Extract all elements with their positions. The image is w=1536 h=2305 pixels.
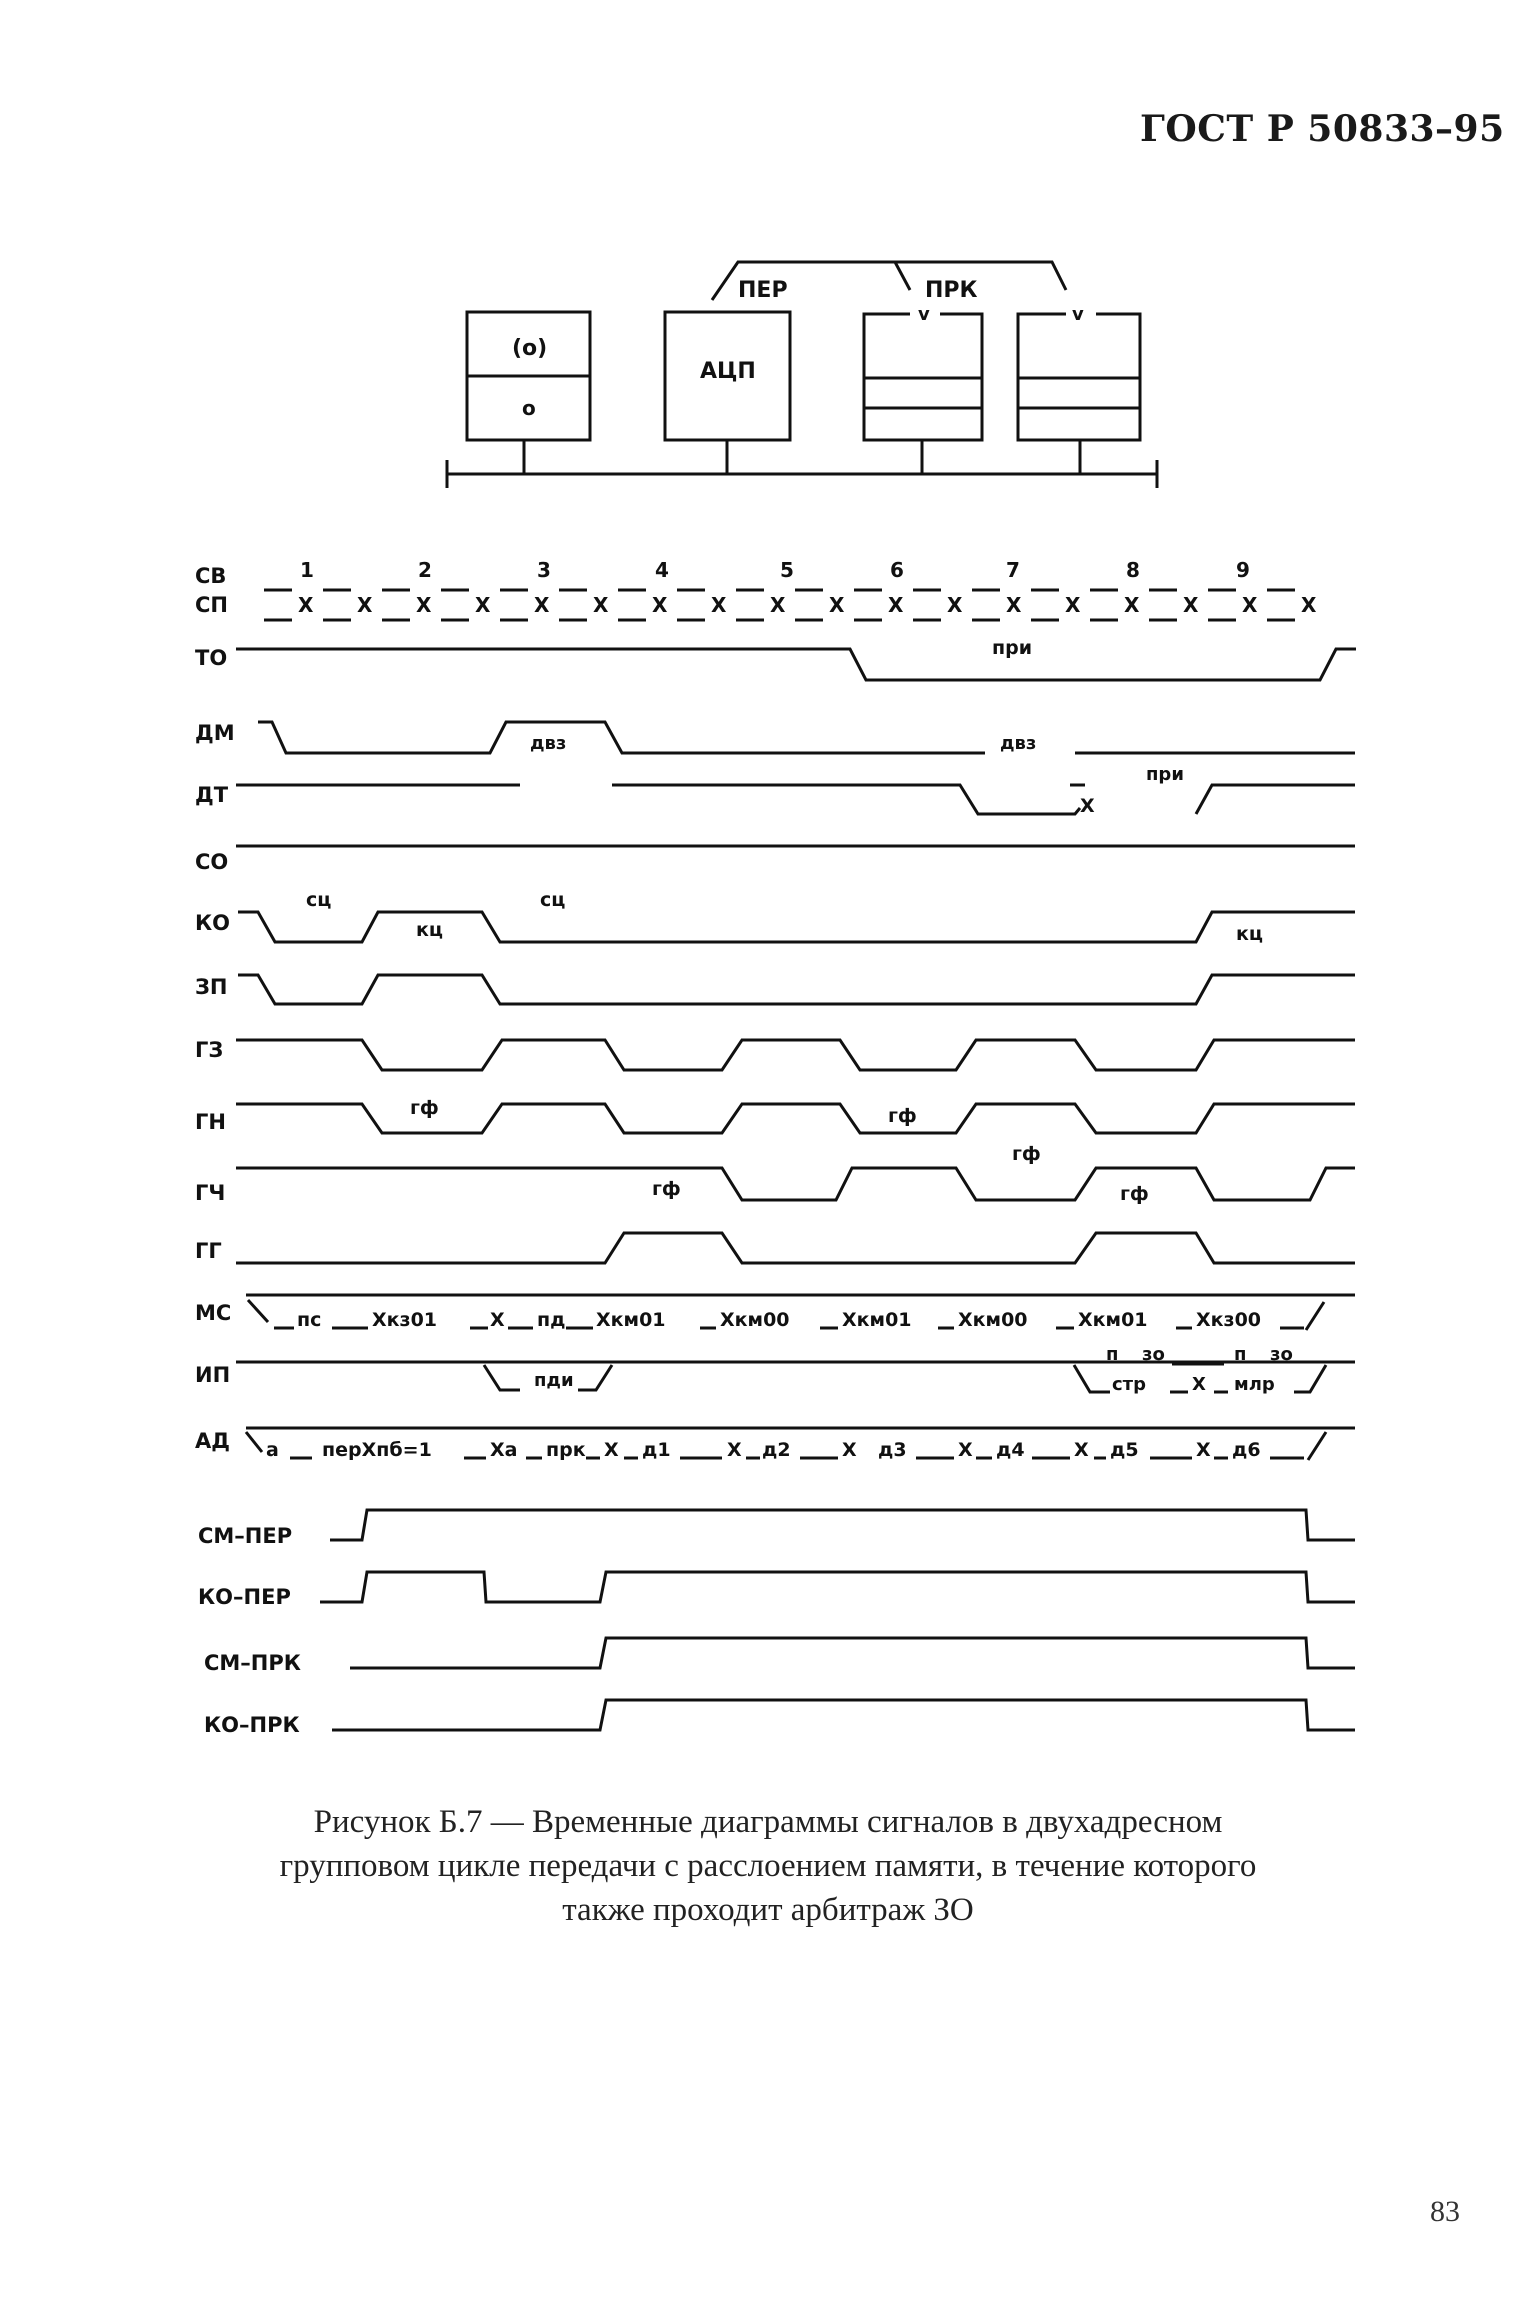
ad-field: д4 — [996, 1439, 1025, 1461]
ip-field: пди — [534, 1370, 574, 1391]
dm-trace-1 — [258, 722, 985, 753]
cycle-number: 1 — [300, 558, 314, 582]
ms-field: пд — [537, 1309, 566, 1331]
ad-end-edge — [1308, 1432, 1326, 1460]
sp-x-marker: Х — [1065, 593, 1081, 617]
cycle-number: 2 — [418, 558, 432, 582]
ip-waveform — [236, 1344, 1355, 1395]
ip-field: зо — [1142, 1344, 1165, 1365]
cycle-number: 8 — [1126, 558, 1140, 582]
signal-label-dt: ДТ — [195, 783, 229, 807]
gch-gf-label-1: гф — [652, 1178, 681, 1200]
signal-label-ko-prk: КО–ПРК — [204, 1713, 300, 1737]
sp-x-marker: Х — [947, 593, 963, 617]
ko-trace — [238, 912, 1355, 942]
sp-x-marker: Х — [357, 593, 373, 617]
ad-field: д2 — [762, 1439, 791, 1461]
ms-field: Хкм00 — [720, 1309, 790, 1331]
cycle-number: 9 — [1236, 558, 1250, 582]
ad-field: перХпб=1 — [322, 1439, 432, 1461]
sp-x-marker: Х — [829, 593, 845, 617]
page-number: 83 — [1430, 2195, 1460, 2228]
ip-field: Х — [1192, 1374, 1206, 1395]
ms-field: Хкм01 — [1078, 1309, 1148, 1331]
ad-field: Х — [604, 1439, 619, 1461]
bracket-mid-notch — [895, 262, 910, 290]
dt-waveform — [236, 764, 1355, 817]
caption-line-1: Рисунок Б.7 — Временные диаграммы сигналов в двухадресном — [313, 1804, 1223, 1840]
ad-field: д5 — [1110, 1439, 1139, 1461]
sp-x-marker: Х — [416, 593, 432, 617]
sp-x-marker: Х — [1124, 593, 1140, 617]
ad-field: д6 — [1232, 1439, 1261, 1461]
ad-field: д3 — [878, 1439, 907, 1461]
to-waveform — [236, 637, 1356, 680]
signal-label-dm: ДМ — [195, 721, 235, 745]
ms-start-edge — [248, 1300, 268, 1322]
signal-label-sp: СП — [195, 593, 228, 617]
gn-waveform — [236, 1097, 1355, 1133]
ad-field: а — [266, 1439, 279, 1461]
sp-x-marker: Х — [652, 593, 668, 617]
sm-prk-trace — [350, 1638, 1355, 1668]
sp-x-markers — [298, 593, 1317, 617]
ip-field: стр — [1112, 1374, 1146, 1395]
dt-trace-2 — [612, 785, 1080, 814]
signal-label-so: СО — [195, 850, 229, 874]
ms-field: Хкм01 — [596, 1309, 666, 1331]
ms-end-edge — [1306, 1302, 1324, 1330]
sp-x-marker: Х — [593, 593, 609, 617]
ip-pdi-pulse-end — [578, 1365, 612, 1390]
sp-x-marker: Х — [1006, 593, 1022, 617]
bracket-left-label: ПЕР — [738, 278, 788, 303]
sp-x-marker: Х — [1242, 593, 1258, 617]
standard-number: ГОСТ Р 50833–95 — [1140, 108, 1505, 150]
signal-label-sm-per: СМ–ПЕР — [198, 1524, 293, 1548]
ko-sc-label-1: сц — [306, 889, 332, 911]
ms-waveform — [246, 1295, 1355, 1331]
signal-label-sm-prk: СМ–ПРК — [204, 1651, 301, 1675]
adc-box-label: АЦП — [700, 359, 756, 384]
ad-field: Х — [1196, 1439, 1211, 1461]
to-pri-label: при — [992, 637, 1033, 659]
cycle-number: 7 — [1006, 558, 1020, 582]
signal-label-ms: МС — [195, 1301, 232, 1325]
gn-gf-label-2: гф — [888, 1105, 917, 1127]
signal-labels — [195, 564, 301, 1737]
dm-dvz-label-1: двз — [530, 733, 567, 754]
ad-field: Ха — [490, 1439, 518, 1461]
ms-field: Хкз01 — [372, 1309, 438, 1331]
ko-per-trace — [320, 1572, 1355, 1602]
signal-label-ad: АД — [195, 1429, 230, 1453]
ms-field: пс — [297, 1309, 322, 1331]
gch-gf-label-3: гф — [1120, 1183, 1149, 1205]
sp-x-marker: Х — [888, 593, 904, 617]
gn-trace — [236, 1104, 1355, 1133]
memory-box-1-bottom-label: о — [522, 396, 536, 420]
sp-x-marker: Х — [298, 593, 314, 617]
ms-field: Хкм00 — [958, 1309, 1028, 1331]
gn-gf-label-1: гф — [410, 1097, 439, 1119]
ip-field: п — [1234, 1344, 1247, 1365]
cycle-number: 3 — [537, 558, 551, 582]
zp-trace — [238, 975, 1355, 1004]
ko-waveform — [238, 889, 1355, 945]
bracket-right-label: ПРК — [925, 278, 978, 303]
ad-field: прк — [546, 1439, 586, 1461]
cycle-number-labels — [300, 558, 1250, 582]
caption-line-2: групповом цикле передачи с расслоением памяти, в течение которого — [279, 1848, 1257, 1884]
ko-prk-trace — [332, 1700, 1355, 1730]
ms-field: Хкз00 — [1196, 1309, 1262, 1331]
ad-field: д1 — [642, 1439, 671, 1461]
signal-label-gg: ГГ — [195, 1239, 222, 1263]
sm-per-trace — [330, 1510, 1355, 1540]
ad-field: Х — [1074, 1439, 1089, 1461]
sp-x-marker: Х — [475, 593, 491, 617]
ip-str-pulse — [1074, 1365, 1110, 1392]
sp-x-marker: Х — [770, 593, 786, 617]
ad-field: Х — [958, 1439, 973, 1461]
caption-line-3: также проходит арбитраж ЗО — [562, 1892, 974, 1928]
dt-trace-4 — [1196, 785, 1355, 814]
signal-label-ko-per: КО–ПЕР — [198, 1585, 291, 1609]
memory-box-1-top-label: (о) — [512, 336, 548, 361]
signal-label-gch: ГЧ — [195, 1181, 226, 1205]
gch-waveform — [236, 1143, 1355, 1205]
ip-field: зо — [1270, 1344, 1293, 1365]
ms-field: Х — [490, 1309, 505, 1331]
gz-trace — [236, 1040, 1355, 1070]
gg-trace — [236, 1233, 1355, 1263]
ko-kc-label-2: кц — [1236, 923, 1263, 945]
cycle-number: 5 — [780, 558, 794, 582]
cycle-number: 6 — [890, 558, 904, 582]
memory-box-4-mark: v — [1072, 304, 1084, 325]
ad-waveform — [246, 1428, 1355, 1461]
ip-field: млр — [1234, 1374, 1275, 1395]
signal-label-gz: ГЗ — [195, 1038, 224, 1062]
signal-label-gn: ГН — [195, 1110, 226, 1134]
ip-mlr-end — [1294, 1365, 1326, 1392]
dt-pri-label: при — [1146, 764, 1184, 785]
cycle-number: 4 — [655, 558, 669, 582]
dm-dvz-label-2: двз — [1000, 733, 1037, 754]
ms-field: Хкм01 — [842, 1309, 912, 1331]
ko-kc-label-1: кц — [416, 919, 443, 941]
sp-x-marker: Х — [711, 593, 727, 617]
sp-x-marker: Х — [1301, 593, 1317, 617]
ad-start-edge — [246, 1432, 262, 1452]
signal-label-ko: КО — [195, 911, 231, 935]
memory-box-3-mark: v — [918, 304, 930, 325]
signal-label-to: ТО — [195, 646, 228, 670]
gch-gf-label-2: гф — [1012, 1143, 1041, 1165]
dt-x-label: Х — [1080, 795, 1095, 817]
block-diagram — [447, 262, 1157, 488]
sp-x-marker: Х — [1183, 593, 1199, 617]
dm-waveform — [258, 722, 1355, 754]
ko-sc-label-2: сц — [540, 889, 566, 911]
ip-pdi-pulse — [484, 1365, 520, 1390]
signal-label-ip: ИП — [195, 1363, 231, 1387]
to-trace — [236, 649, 1356, 680]
signal-label-sv: СВ — [195, 564, 227, 588]
figure-caption — [150, 1800, 1386, 1932]
gch-trace — [236, 1168, 1355, 1200]
ad-field: Х — [842, 1439, 857, 1461]
ip-field: п — [1106, 1344, 1119, 1365]
ad-field: Х — [727, 1439, 742, 1461]
sp-x-marker: Х — [534, 593, 550, 617]
signal-label-zp: ЗП — [195, 975, 228, 999]
